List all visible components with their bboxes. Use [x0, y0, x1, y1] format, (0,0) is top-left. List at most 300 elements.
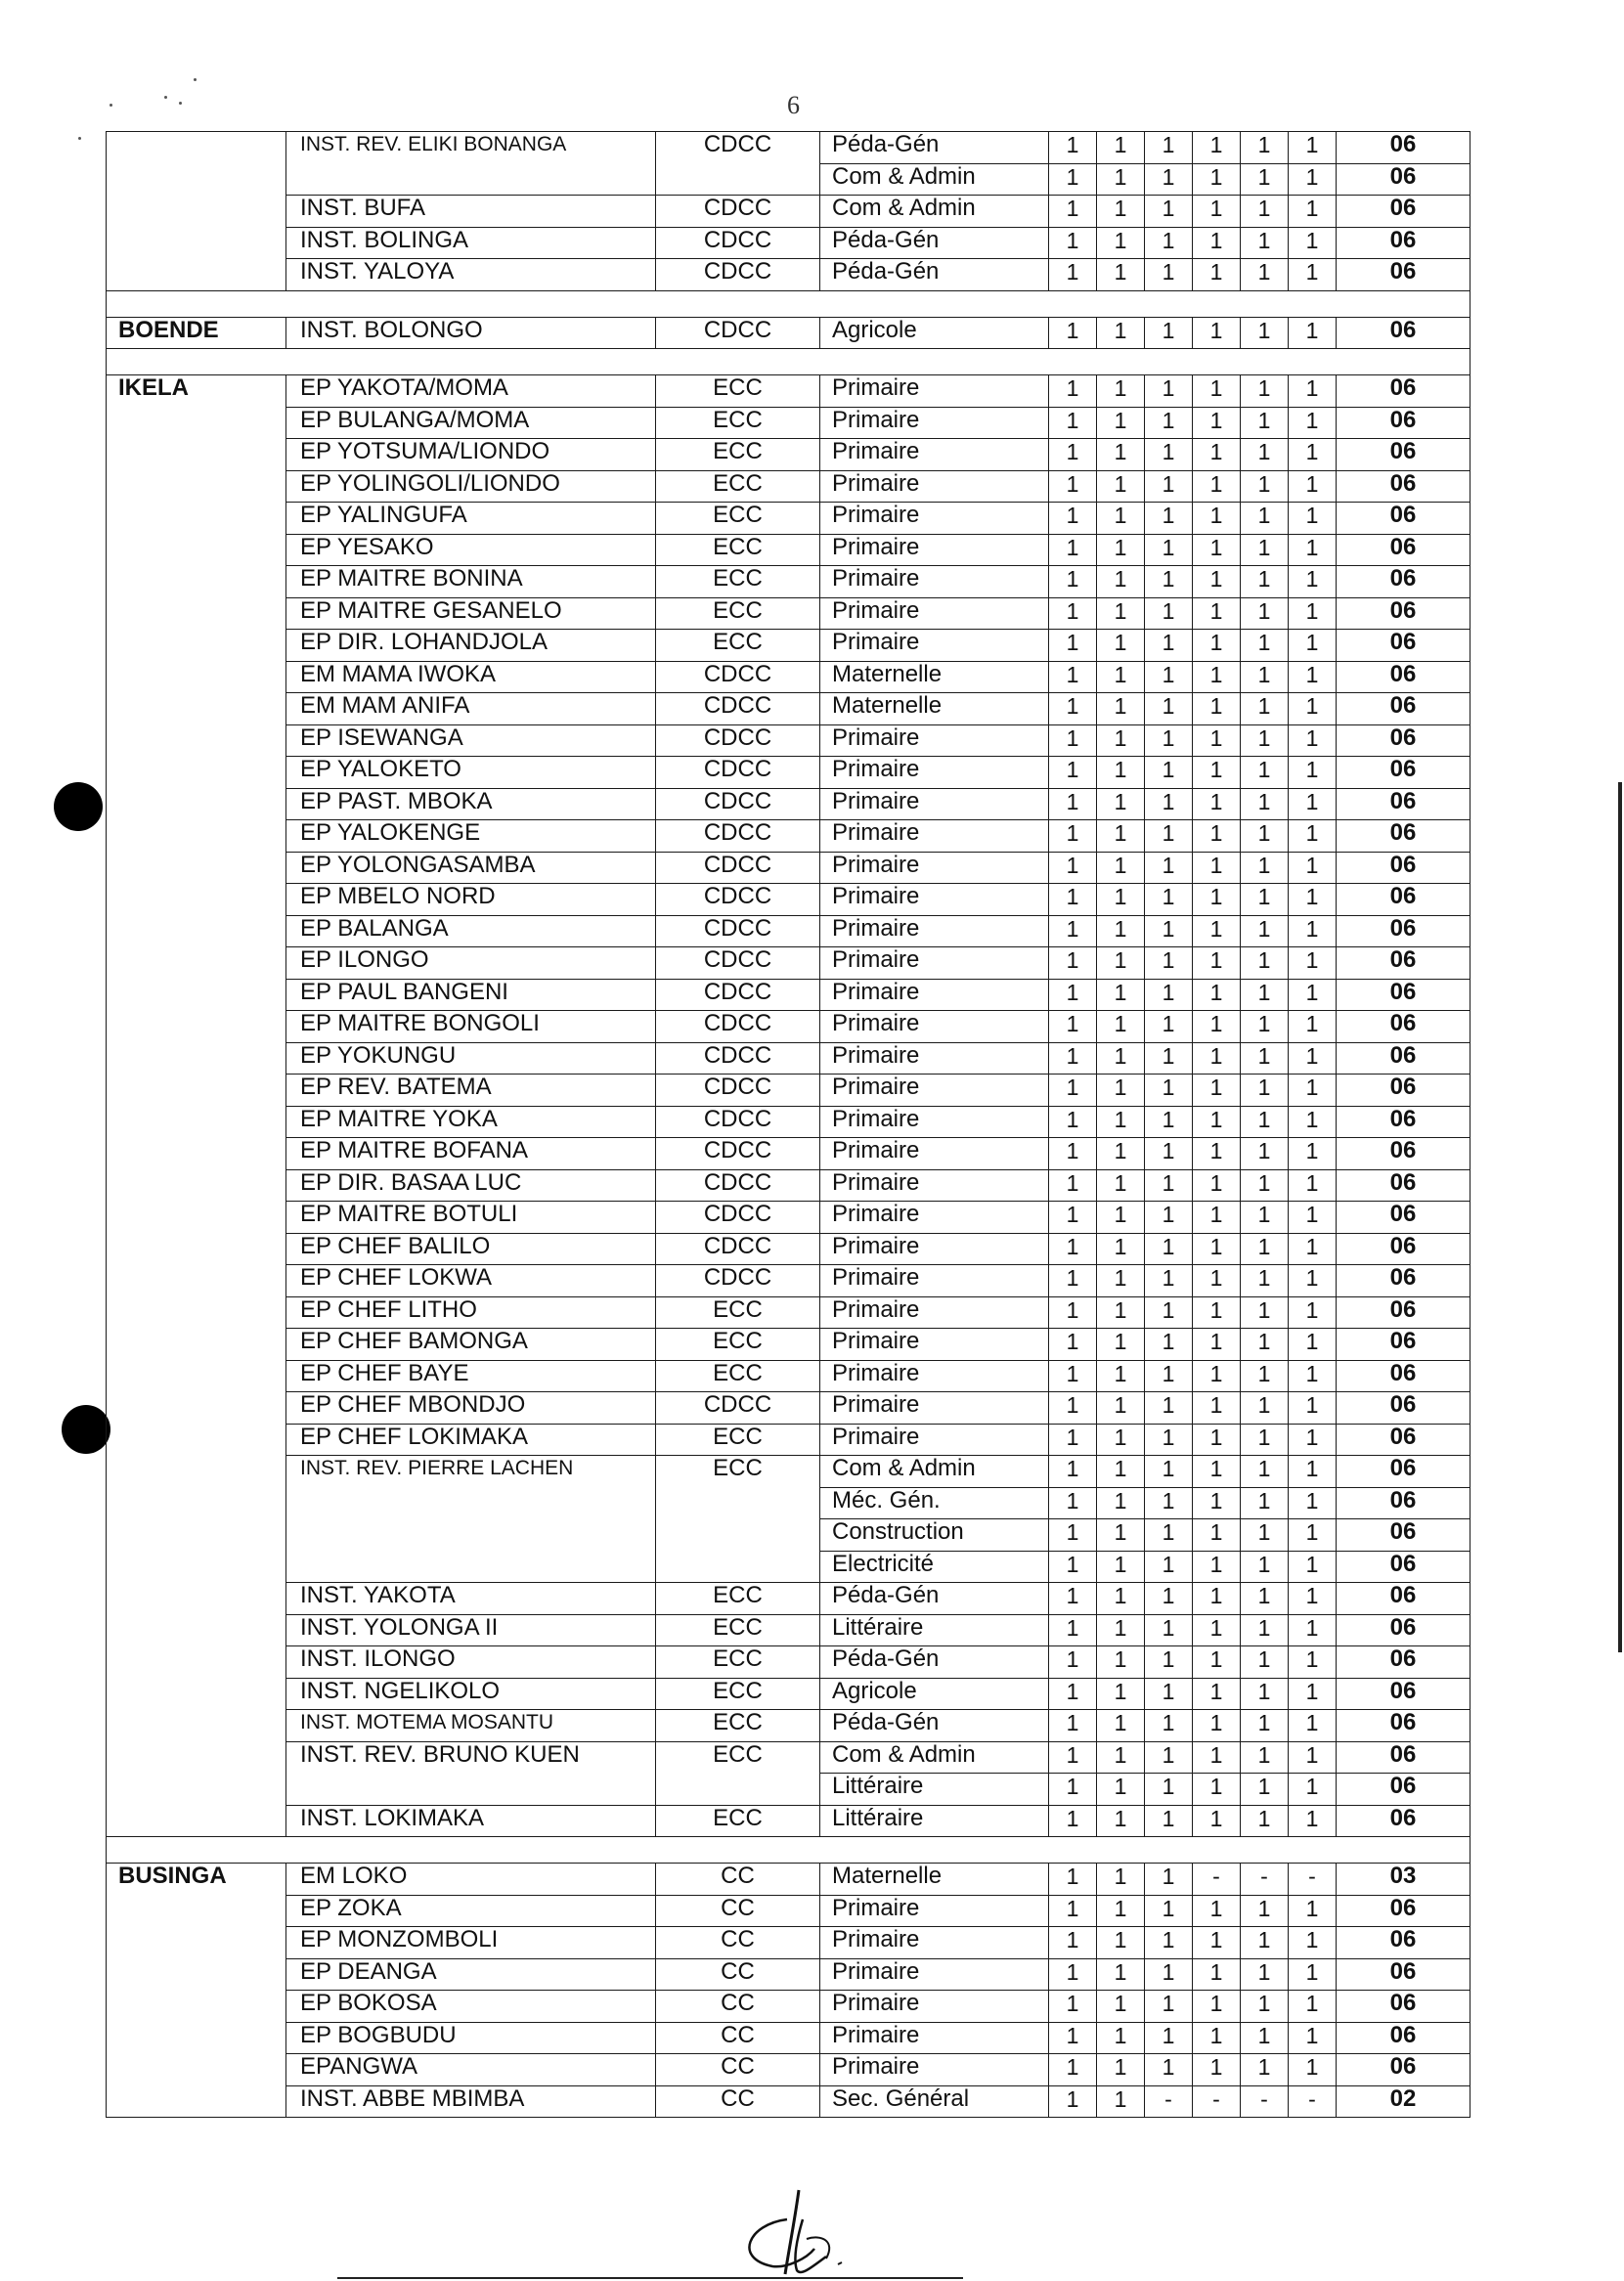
table-row	[107, 132, 1470, 164]
class-count-cell: 1	[1241, 1296, 1289, 1329]
school-name-cell: EP CHEF BAMONGA	[286, 1329, 656, 1361]
class-count-cell: 1	[1193, 1741, 1241, 1774]
school-name-cell: INST. YOLONGA II	[286, 1614, 656, 1646]
class-count-cell: 1	[1097, 1991, 1145, 2023]
school-name-cell: EP CHEF LOKIMAKA	[286, 1424, 656, 1456]
network-cell: ECC	[656, 470, 820, 503]
network-cell: CDCC	[656, 1202, 820, 1234]
class-count-cell: 1	[1289, 820, 1337, 853]
class-count-cell: 1	[1289, 788, 1337, 820]
class-count-cell: 1	[1049, 820, 1097, 853]
class-count-cell: 1	[1289, 317, 1337, 349]
total-cell: 06	[1337, 163, 1470, 196]
school-name-cell: EP BOKOSA	[286, 1991, 656, 2023]
class-count-cell: 1	[1049, 503, 1097, 535]
class-count-cell: 1	[1241, 1265, 1289, 1297]
class-count-cell: 1	[1145, 1106, 1193, 1138]
class-count-cell: 1	[1289, 1710, 1337, 1742]
total-cell: 06	[1337, 661, 1470, 693]
class-count-cell: 1	[1193, 1583, 1241, 1615]
class-count-cell: 1	[1097, 597, 1145, 630]
class-count-cell: 1	[1145, 2054, 1193, 2086]
network-cell: CC	[656, 2054, 820, 2086]
school-name-cell: EP ZOKA	[286, 1895, 656, 1927]
class-count-cell: 1	[1289, 1075, 1337, 1107]
class-count-cell: 1	[1241, 439, 1289, 471]
class-count-cell: 1	[1145, 661, 1193, 693]
class-count-cell: 1	[1145, 1774, 1193, 1806]
section-cell: Com & Admin	[820, 1741, 1049, 1774]
school-name-cell: EP YOLINGOLI/LIONDO	[286, 470, 656, 503]
class-count-cell: 1	[1193, 1265, 1241, 1297]
class-count-cell: 1	[1049, 132, 1097, 164]
class-count-cell: 1	[1241, 947, 1289, 980]
school-name-cell: EP MAITRE BONGOLI	[286, 1011, 656, 1043]
network-cell: CDCC	[656, 884, 820, 916]
total-cell: 06	[1337, 1583, 1470, 1615]
class-count-cell: 1	[1049, 1741, 1097, 1774]
network-cell: ECC	[656, 1614, 820, 1646]
class-count-cell: 1	[1289, 1927, 1337, 1959]
total-cell: 06	[1337, 470, 1470, 503]
class-count-cell: 1	[1289, 1614, 1337, 1646]
class-count-cell: 1	[1193, 884, 1241, 916]
network-cell: CDCC	[656, 1042, 820, 1075]
network-cell: ECC	[656, 1678, 820, 1710]
class-count-cell: 1	[1145, 1296, 1193, 1329]
table-row	[107, 1895, 1470, 1927]
total-cell: 06	[1337, 724, 1470, 757]
class-count-cell: 1	[1241, 1329, 1289, 1361]
section-cell: Primaire	[820, 2022, 1049, 2054]
total-cell: 06	[1337, 1329, 1470, 1361]
class-count-cell: 1	[1049, 1424, 1097, 1456]
class-count-cell: 1	[1241, 757, 1289, 789]
class-count-cell: 1	[1097, 1202, 1145, 1234]
class-count-cell: 1	[1097, 1805, 1145, 1837]
class-count-cell: 1	[1145, 1519, 1193, 1552]
network-cell: CDCC	[656, 661, 820, 693]
class-count-cell: 1	[1049, 1011, 1097, 1043]
class-count-cell: 1	[1145, 163, 1193, 196]
section-cell: Primaire	[820, 1360, 1049, 1392]
network-cell: CC	[656, 2022, 820, 2054]
total-cell: 06	[1337, 1233, 1470, 1265]
class-count-cell: 1	[1145, 1614, 1193, 1646]
network-cell: ECC	[656, 630, 820, 662]
class-count-cell: 1	[1193, 915, 1241, 947]
section-cell: Agricole	[820, 317, 1049, 349]
class-count-cell: 1	[1145, 1011, 1193, 1043]
class-count-cell: 1	[1049, 566, 1097, 598]
class-count-cell: 1	[1289, 979, 1337, 1011]
section-cell: Primaire	[820, 1296, 1049, 1329]
class-count-cell: 1	[1097, 693, 1145, 725]
section-cell: Primaire	[820, 724, 1049, 757]
class-count-cell: 1	[1049, 1042, 1097, 1075]
class-count-cell: 1	[1049, 375, 1097, 408]
class-count-cell: 1	[1193, 1138, 1241, 1170]
school-name-cell: INST. BOLONGO	[286, 317, 656, 349]
network-cell: CC	[656, 1958, 820, 1991]
class-count-cell: 1	[1241, 1169, 1289, 1202]
class-count-cell: 1	[1097, 1106, 1145, 1138]
page-number: 6	[787, 91, 800, 119]
table-row	[107, 1202, 1470, 1234]
total-cell: 06	[1337, 227, 1470, 259]
school-name-cell: INST. REV. ELIKI BONANGA	[286, 132, 656, 196]
total-cell: 06	[1337, 597, 1470, 630]
class-count-cell: 1	[1049, 1360, 1097, 1392]
class-count-cell: 1	[1289, 630, 1337, 662]
total-cell: 06	[1337, 852, 1470, 884]
class-count-cell: 1	[1241, 1233, 1289, 1265]
table-row	[107, 1614, 1470, 1646]
class-count-cell: 1	[1241, 1583, 1289, 1615]
class-count-cell: 1	[1145, 407, 1193, 439]
total-cell: 06	[1337, 1895, 1470, 1927]
class-count-cell: 1	[1289, 884, 1337, 916]
table-row	[107, 407, 1470, 439]
network-cell: ECC	[656, 1329, 820, 1361]
total-cell: 06	[1337, 375, 1470, 408]
section-cell: Primaire	[820, 1329, 1049, 1361]
class-count-cell: 1	[1145, 1202, 1193, 1234]
class-count-cell: 1	[1049, 1646, 1097, 1679]
school-name-cell: EP BULANGA/MOMA	[286, 407, 656, 439]
class-count-cell: 1	[1145, 1456, 1193, 1488]
class-count-cell: 1	[1049, 597, 1097, 630]
total-cell: 06	[1337, 1075, 1470, 1107]
network-cell: CDCC	[656, 947, 820, 980]
table-row	[107, 757, 1470, 789]
class-count-cell: 1	[1049, 407, 1097, 439]
school-name-cell: INST. BUFA	[286, 196, 656, 228]
total-cell: 06	[1337, 132, 1470, 164]
class-count-cell: 1	[1289, 597, 1337, 630]
class-count-cell: 1	[1145, 1991, 1193, 2023]
class-count-cell: 1	[1145, 979, 1193, 1011]
class-count-cell: 1	[1097, 1774, 1145, 1806]
class-count-cell: 1	[1289, 470, 1337, 503]
class-count-cell: 1	[1097, 820, 1145, 853]
network-cell: ECC	[656, 439, 820, 471]
network-cell: CDCC	[656, 1106, 820, 1138]
class-count-cell: 1	[1097, 503, 1145, 535]
table-row	[107, 788, 1470, 820]
class-count-cell: 1	[1193, 1895, 1241, 1927]
class-count-cell: 1	[1097, 947, 1145, 980]
class-count-cell: 1	[1049, 1614, 1097, 1646]
class-count-cell: 1	[1097, 227, 1145, 259]
network-cell: CDCC	[656, 196, 820, 228]
class-count-cell: 1	[1049, 1138, 1097, 1170]
class-count-cell: 1	[1241, 407, 1289, 439]
class-count-cell: 1	[1097, 1551, 1145, 1583]
class-count-cell: 1	[1193, 1424, 1241, 1456]
class-count-cell: 1	[1289, 1741, 1337, 1774]
section-cell: Primaire	[820, 470, 1049, 503]
class-count-cell: 1	[1289, 852, 1337, 884]
class-count-cell: 1	[1241, 1456, 1289, 1488]
class-count-cell: 1	[1289, 1551, 1337, 1583]
class-count-cell: 1	[1097, 1864, 1145, 1896]
class-count-cell: -	[1289, 1864, 1337, 1896]
class-count-cell: 1	[1049, 1233, 1097, 1265]
table-row	[107, 693, 1470, 725]
network-cell: ECC	[656, 1424, 820, 1456]
class-count-cell: 1	[1049, 1456, 1097, 1488]
class-count-cell: 1	[1097, 1927, 1145, 1959]
network-cell: ECC	[656, 375, 820, 408]
total-cell: 06	[1337, 1138, 1470, 1170]
section-cell: Primaire	[820, 757, 1049, 789]
class-count-cell: 1	[1097, 1169, 1145, 1202]
section-cell: Primaire	[820, 1895, 1049, 1927]
table-row	[107, 947, 1470, 980]
class-count-cell: 1	[1241, 597, 1289, 630]
total-cell: 06	[1337, 1710, 1470, 1742]
school-name-cell: EP BALANGA	[286, 915, 656, 947]
class-count-cell: 1	[1145, 503, 1193, 535]
class-count-cell: 1	[1289, 227, 1337, 259]
class-count-cell: 1	[1289, 503, 1337, 535]
total-cell: 06	[1337, 1296, 1470, 1329]
school-name-cell: EP REV. BATEMA	[286, 1075, 656, 1107]
class-count-cell: 1	[1193, 1487, 1241, 1519]
class-count-cell: 1	[1193, 630, 1241, 662]
class-count-cell: 1	[1049, 1551, 1097, 1583]
section-cell: Com & Admin	[820, 196, 1049, 228]
class-count-cell: 1	[1049, 439, 1097, 471]
network-cell: ECC	[656, 1360, 820, 1392]
school-name-cell: EP ISEWANGA	[286, 724, 656, 757]
table-row	[107, 439, 1470, 471]
class-count-cell: 1	[1241, 1042, 1289, 1075]
school-name-cell: EP CHEF LITHO	[286, 1296, 656, 1329]
total-cell: 06	[1337, 1456, 1470, 1488]
class-count-cell: 1	[1289, 439, 1337, 471]
class-count-cell: 1	[1097, 1138, 1145, 1170]
table-row	[107, 979, 1470, 1011]
class-count-cell: 1	[1097, 1710, 1145, 1742]
network-cell: CDCC	[656, 1075, 820, 1107]
section-cell: Primaire	[820, 1138, 1049, 1170]
school-name-cell: EP MAITRE BOTULI	[286, 1202, 656, 1234]
total-cell: 06	[1337, 1011, 1470, 1043]
table-row	[107, 259, 1470, 291]
class-count-cell: 1	[1097, 1958, 1145, 1991]
table-row	[107, 1646, 1470, 1679]
class-count-cell: 1	[1097, 534, 1145, 566]
class-count-cell: -	[1241, 2085, 1289, 2118]
class-count-cell: 1	[1145, 1265, 1193, 1297]
class-count-cell: 1	[1289, 375, 1337, 408]
total-cell: 06	[1337, 407, 1470, 439]
total-cell: 06	[1337, 979, 1470, 1011]
class-count-cell: 1	[1097, 1424, 1145, 1456]
network-cell: ECC	[656, 1710, 820, 1742]
class-count-cell: -	[1241, 1864, 1289, 1896]
class-count-cell: 1	[1241, 661, 1289, 693]
section-cell: Com & Admin	[820, 163, 1049, 196]
section-cell: Littéraire	[820, 1805, 1049, 1837]
class-count-cell: 1	[1097, 1296, 1145, 1329]
class-count-cell: 1	[1289, 196, 1337, 228]
class-count-cell: 1	[1241, 1487, 1289, 1519]
network-cell: ECC	[656, 503, 820, 535]
school-name-cell: EP MAITRE YOKA	[286, 1106, 656, 1138]
class-count-cell: 1	[1289, 757, 1337, 789]
section-cell: Electricité	[820, 1551, 1049, 1583]
section-cell: Primaire	[820, 915, 1049, 947]
school-name-cell: EP MAITRE BONINA	[286, 566, 656, 598]
class-count-cell: 1	[1049, 852, 1097, 884]
network-cell: CDCC	[656, 693, 820, 725]
section-cell: Primaire	[820, 1265, 1049, 1297]
class-count-cell: -	[1145, 2085, 1193, 2118]
total-cell: 06	[1337, 1991, 1470, 2023]
class-count-cell: 1	[1289, 1487, 1337, 1519]
class-count-cell: 1	[1193, 1958, 1241, 1991]
section-cell: Primaire	[820, 2054, 1049, 2086]
total-cell: 06	[1337, 439, 1470, 471]
class-count-cell: 1	[1241, 852, 1289, 884]
section-cell: Primaire	[820, 1424, 1049, 1456]
class-count-cell: 1	[1097, 1392, 1145, 1425]
section-cell: Primaire	[820, 788, 1049, 820]
class-count-cell: 1	[1241, 1614, 1289, 1646]
class-count-cell: 1	[1241, 1678, 1289, 1710]
class-count-cell: 1	[1193, 163, 1241, 196]
district-cell: BOENDE	[107, 317, 286, 349]
network-cell: CC	[656, 1991, 820, 2023]
total-cell: 03	[1337, 1864, 1470, 1896]
school-name-cell: EP YOKUNGU	[286, 1042, 656, 1075]
total-cell: 06	[1337, 1774, 1470, 1806]
class-count-cell: 1	[1145, 1392, 1193, 1425]
class-count-cell: 1	[1289, 566, 1337, 598]
total-cell: 06	[1337, 1042, 1470, 1075]
class-count-cell: 1	[1241, 884, 1289, 916]
class-count-cell: 1	[1241, 693, 1289, 725]
district-cell	[107, 132, 286, 291]
class-count-cell: 1	[1049, 947, 1097, 980]
school-name-cell: EP PAUL BANGENI	[286, 979, 656, 1011]
total-cell: 06	[1337, 820, 1470, 853]
class-count-cell: 1	[1049, 470, 1097, 503]
class-count-cell: 1	[1193, 375, 1241, 408]
class-count-cell: 1	[1145, 1646, 1193, 1679]
class-count-cell: 1	[1097, 1075, 1145, 1107]
network-cell: CDCC	[656, 724, 820, 757]
section-cell: Primaire	[820, 884, 1049, 916]
class-count-cell: 1	[1193, 757, 1241, 789]
table-row	[107, 503, 1470, 535]
class-count-cell: 1	[1241, 788, 1289, 820]
table-row	[107, 1678, 1470, 1710]
class-count-cell: 1	[1049, 1265, 1097, 1297]
class-count-cell: 1	[1049, 788, 1097, 820]
section-cell: Primaire	[820, 979, 1049, 1011]
spacer-cell	[107, 349, 1470, 375]
class-count-cell: 1	[1049, 1487, 1097, 1519]
scan-edge-mark	[1618, 782, 1622, 1652]
total-cell: 06	[1337, 259, 1470, 291]
total-cell: 06	[1337, 196, 1470, 228]
class-count-cell: 1	[1241, 1202, 1289, 1234]
total-cell: 06	[1337, 884, 1470, 916]
network-cell: CC	[656, 1895, 820, 1927]
school-name-cell: EP MBELO NORD	[286, 884, 656, 916]
class-count-cell: 1	[1097, 1011, 1145, 1043]
table-row	[107, 1991, 1470, 2023]
school-name-cell: EP YESAKO	[286, 534, 656, 566]
section-cell: Primaire	[820, 566, 1049, 598]
class-count-cell: 1	[1241, 2022, 1289, 2054]
class-count-cell: 1	[1049, 1583, 1097, 1615]
table-row	[107, 1169, 1470, 1202]
school-name-cell: EP DEANGA	[286, 1958, 656, 1991]
class-count-cell: 1	[1049, 227, 1097, 259]
class-count-cell: 1	[1049, 163, 1097, 196]
school-name-cell: EP MAITRE GESANELO	[286, 597, 656, 630]
table-row	[107, 1233, 1470, 1265]
class-count-cell: 1	[1097, 407, 1145, 439]
network-cell: ECC	[656, 534, 820, 566]
class-count-cell: 1	[1145, 915, 1193, 947]
class-count-cell: 1	[1289, 1519, 1337, 1552]
district-cell: BUSINGA	[107, 1864, 286, 2118]
table-row	[107, 1106, 1470, 1138]
network-cell: CC	[656, 1927, 820, 1959]
class-count-cell: 1	[1241, 1958, 1289, 1991]
network-cell: ECC	[656, 1296, 820, 1329]
class-count-cell: 1	[1289, 947, 1337, 980]
class-count-cell: 1	[1097, 375, 1145, 408]
network-cell: CDCC	[656, 259, 820, 291]
class-count-cell: 1	[1049, 1106, 1097, 1138]
total-cell: 06	[1337, 1646, 1470, 1679]
class-count-cell: 1	[1097, 884, 1145, 916]
class-count-cell: 1	[1193, 196, 1241, 228]
network-cell: CDCC	[656, 1233, 820, 1265]
class-count-cell: 1	[1097, 2085, 1145, 2118]
class-count-cell: 1	[1289, 1392, 1337, 1425]
class-count-cell: 1	[1193, 470, 1241, 503]
class-count-cell: 1	[1145, 227, 1193, 259]
section-cell: Péda-Gén	[820, 1583, 1049, 1615]
class-count-cell: 1	[1241, 132, 1289, 164]
network-cell: ECC	[656, 1805, 820, 1837]
section-cell: Primaire	[820, 1927, 1049, 1959]
class-count-cell: 1	[1097, 196, 1145, 228]
section-cell: Primaire	[820, 1991, 1049, 2023]
network-cell: CDCC	[656, 979, 820, 1011]
section-cell: Primaire	[820, 1075, 1049, 1107]
school-name-cell: EP CHEF MBONDJO	[286, 1392, 656, 1425]
class-count-cell: 1	[1145, 2022, 1193, 2054]
table-row	[107, 820, 1470, 853]
class-count-cell: 1	[1193, 1519, 1241, 1552]
network-cell: ECC	[656, 1646, 820, 1679]
school-name-cell: EP YOTSUMA/LIONDO	[286, 439, 656, 471]
class-count-cell: 1	[1241, 503, 1289, 535]
class-count-cell: 1	[1193, 1927, 1241, 1959]
section-cell: Primaire	[820, 1042, 1049, 1075]
network-cell: ECC	[656, 1583, 820, 1615]
table-row	[107, 597, 1470, 630]
